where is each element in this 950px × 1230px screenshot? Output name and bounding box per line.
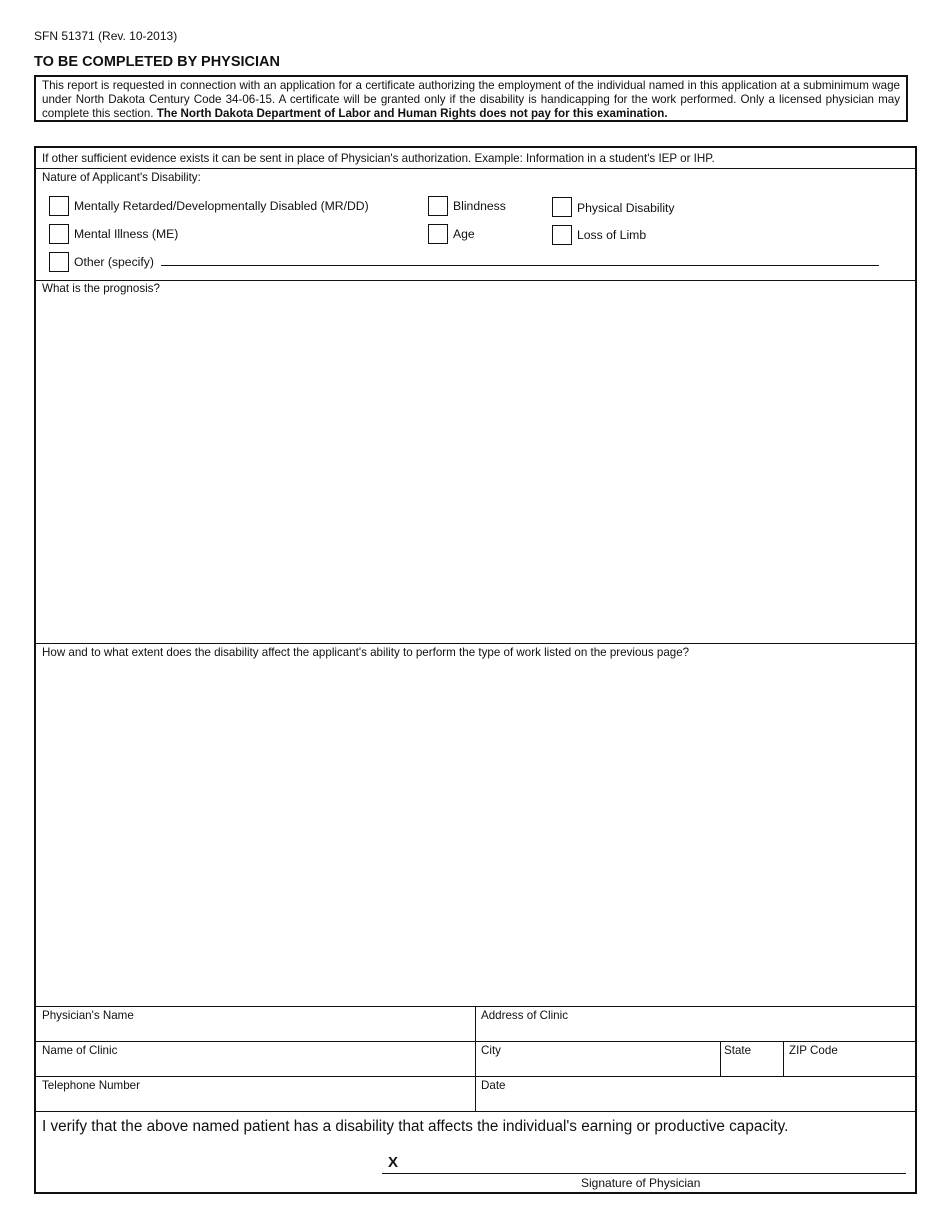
column-divider bbox=[475, 1006, 476, 1111]
checkbox-physical-disability[interactable] bbox=[552, 197, 572, 217]
checkbox-blindness[interactable] bbox=[428, 196, 448, 216]
clinic-address-input[interactable] bbox=[481, 1023, 909, 1039]
telephone-input[interactable] bbox=[42, 1093, 469, 1109]
signature-line[interactable] bbox=[382, 1173, 906, 1174]
zip-label: ZIP Code bbox=[789, 1044, 838, 1057]
checkbox-other[interactable] bbox=[49, 252, 69, 272]
date-field[interactable] bbox=[475, 1076, 915, 1111]
form-code: SFN 51371 (Rev. 10-2013) bbox=[34, 29, 178, 43]
checkbox-mrdd[interactable] bbox=[49, 196, 69, 216]
physician-name-input[interactable] bbox=[42, 1023, 469, 1039]
checkbox-mental-illness-label: Mental Illness (ME) bbox=[74, 227, 179, 241]
divider bbox=[36, 643, 915, 644]
checkbox-other-label: Other (specify) bbox=[74, 255, 154, 269]
zip-field[interactable] bbox=[783, 1041, 915, 1076]
checkbox-age[interactable] bbox=[428, 224, 448, 244]
city-input[interactable] bbox=[481, 1058, 714, 1074]
date-input[interactable] bbox=[481, 1093, 909, 1109]
checkbox-age-label: Age bbox=[453, 227, 475, 241]
city-label: City bbox=[481, 1044, 501, 1057]
page-title: TO BE COMPLETED BY PHYSICIAN bbox=[34, 54, 280, 70]
column-divider bbox=[720, 1041, 721, 1076]
evidence-note: If other sufficient evidence exists it can be sent in place of Physician's authorization. Example: Information in a student's IEP or IHP. bbox=[36, 148, 915, 169]
divider bbox=[36, 1111, 915, 1112]
extent-answer[interactable] bbox=[40, 662, 917, 1008]
other-specify-line[interactable] bbox=[161, 265, 879, 266]
intro-bold-text: The North Dakota Department of Labor and Human Rights does not pay for this examination. bbox=[156, 107, 668, 120]
checkbox-physical-disability-label: Physical Disability bbox=[577, 201, 675, 215]
state-field[interactable] bbox=[720, 1041, 783, 1076]
checkbox-mrdd-label: Mentally Retarded/Developmentally Disabled (MR/DD) bbox=[74, 199, 369, 213]
clinic-address-label: Address of Clinic bbox=[481, 1009, 568, 1022]
zip-input[interactable] bbox=[789, 1058, 909, 1074]
physician-name-label: Physician's Name bbox=[42, 1009, 134, 1022]
checkbox-mental-illness[interactable] bbox=[49, 224, 69, 244]
prognosis-label: What is the prognosis? bbox=[42, 282, 160, 295]
signature-label: Signature of Physician bbox=[581, 1176, 701, 1190]
physician-form bbox=[34, 146, 917, 1194]
clinic-name-input[interactable] bbox=[42, 1058, 469, 1074]
city-field[interactable] bbox=[475, 1041, 720, 1076]
extent-label: How and to what extent does the disability affect the applicant's ability to perform the type of work listed on the previous page? bbox=[42, 646, 690, 659]
verification-statement: I verify that the above named patient has a disability that affects the individual's earning or productive capacity. bbox=[42, 1118, 789, 1135]
checkbox-loss-of-limb-label: Loss of Limb bbox=[577, 228, 647, 242]
date-label: Date bbox=[481, 1079, 506, 1092]
physician-name-field[interactable] bbox=[36, 1006, 475, 1041]
disability-section-label: Nature of Applicant's Disability: bbox=[42, 171, 201, 184]
intro-notice bbox=[34, 75, 908, 122]
clinic-address-field[interactable] bbox=[475, 1006, 915, 1041]
prognosis-answer[interactable] bbox=[40, 298, 917, 644]
clinic-name-field[interactable] bbox=[36, 1041, 475, 1076]
column-divider bbox=[783, 1041, 784, 1076]
state-label: State bbox=[724, 1044, 752, 1057]
signature-mark: X bbox=[388, 1154, 399, 1171]
divider bbox=[36, 280, 915, 281]
telephone-field[interactable] bbox=[36, 1076, 475, 1111]
intro-text: This report is requested in connection with an application for a certificate authorizing the employment of the individual named in this application at a subminimum wage under North Dakota Century Code 34-06-15. A certificate will be granted only if the disability is handicapping for the work performed. Only a licensed physician may complete this section. bbox=[42, 79, 900, 120]
checkbox-loss-of-limb[interactable] bbox=[552, 225, 572, 245]
clinic-name-label: Name of Clinic bbox=[42, 1044, 118, 1057]
state-input[interactable] bbox=[726, 1058, 777, 1074]
checkbox-blindness-label: Blindness bbox=[453, 199, 506, 213]
telephone-label: Telephone Number bbox=[42, 1079, 140, 1092]
